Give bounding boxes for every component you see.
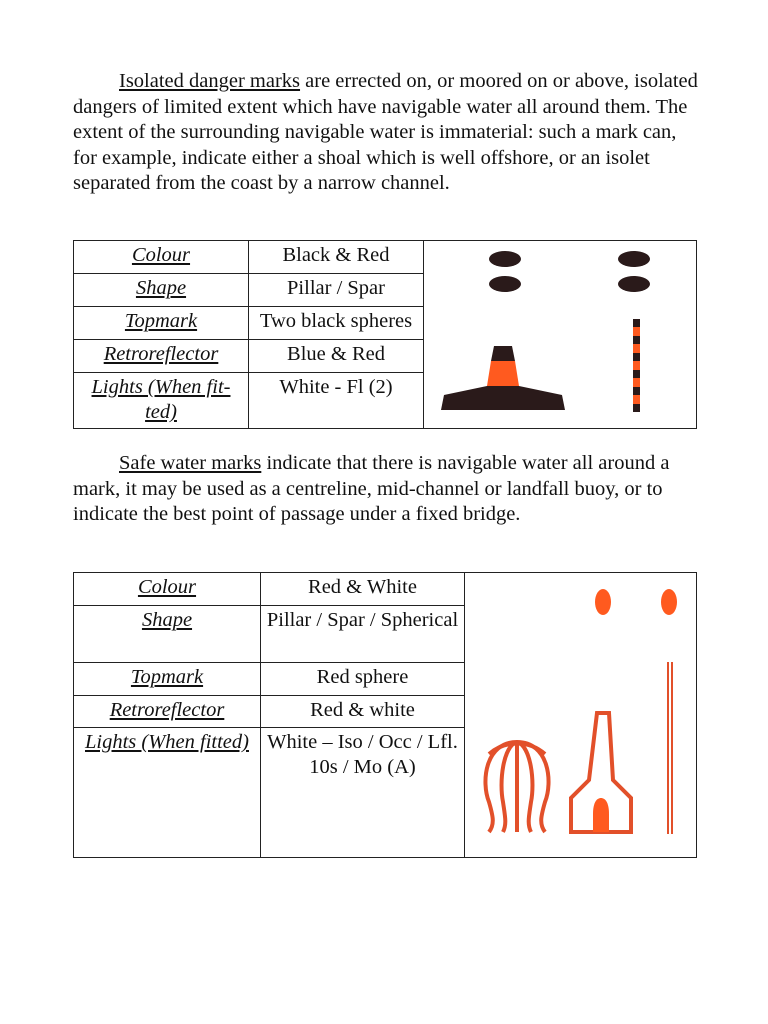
- topmark-sphere-left: [595, 589, 611, 615]
- retroreflector-value: Blue & Red: [249, 340, 424, 373]
- topmark-sphere-lower-right: [618, 276, 650, 292]
- safe-water-illustration-cell: [465, 573, 697, 858]
- isolated-danger-term: Isolated danger marks: [119, 70, 301, 92]
- safe-water-term: Safe water marks: [119, 452, 262, 474]
- retroreflector-value: Red & white: [261, 696, 465, 728]
- colour-value: Black & Red: [249, 241, 424, 274]
- lights-value: White – Iso / Occ / Lfl. 10s / Mo (A): [261, 728, 465, 858]
- isolated-danger-paragraph: [73, 69, 698, 197]
- pillar-buoy-icon: [441, 346, 565, 410]
- pillar-buoy-icon: [571, 713, 631, 832]
- safe-water-buoy-illustration: [465, 574, 694, 856]
- topmark-value: Red sphere: [261, 663, 465, 696]
- topmark-sphere-upper-right: [618, 251, 650, 267]
- topmark-sphere-right: [661, 589, 677, 615]
- shape-value: Pillar / Spar: [249, 274, 424, 307]
- spar-buoy-icon: [667, 662, 673, 834]
- topmark-label: Topmark: [74, 663, 261, 696]
- topmark-sphere-lower-left: [489, 276, 521, 292]
- shape-label: Shape: [74, 606, 261, 663]
- safe-water-paragraph: [73, 451, 698, 528]
- lights-label: Lights (When fit-ted): [74, 373, 249, 429]
- spherical-buoy-icon: [485, 742, 548, 832]
- isolated-danger-text: are errected on, or moored on or above, isolated dangers of limited extent which have navigable water all around them. The extent of the surrounding navigable water is immaterial: such a mark can, for example, indicate either a shoal which is well offshore, or an isolet separated from the coast by a narrow channel.: [73, 70, 698, 194]
- isolated-danger-table: [73, 240, 697, 429]
- shape-value: Pillar / Spar / Spherical: [261, 606, 465, 663]
- safe-water-text: indicate that there is navigable water all around a mark, it may be used as a centreline, mid-channel or landfall buoy, or to indicate the best point of passage under a fixed bridge.: [73, 452, 670, 525]
- topmark-label: Topmark: [74, 307, 249, 340]
- topmark-sphere-upper-left: [489, 251, 521, 267]
- safe-water-table: [73, 572, 697, 858]
- isolated-danger-buoy-illustration: [424, 243, 694, 427]
- lights-value: White - Fl (2): [249, 373, 424, 429]
- colour-value: Red & White: [261, 573, 465, 606]
- shape-label: Shape: [74, 274, 249, 307]
- colour-label: Colour: [74, 241, 249, 274]
- topmark-value: Two black spheres: [249, 307, 424, 340]
- colour-label: Colour: [74, 573, 261, 606]
- retroreflector-label: Retroreflector: [74, 340, 249, 373]
- retroreflector-label: Retroreflector: [74, 696, 261, 728]
- isolated-danger-illustration-cell: [424, 241, 697, 429]
- spar-buoy-icon: [633, 319, 640, 412]
- lights-label: Lights (When fitted): [74, 728, 261, 858]
